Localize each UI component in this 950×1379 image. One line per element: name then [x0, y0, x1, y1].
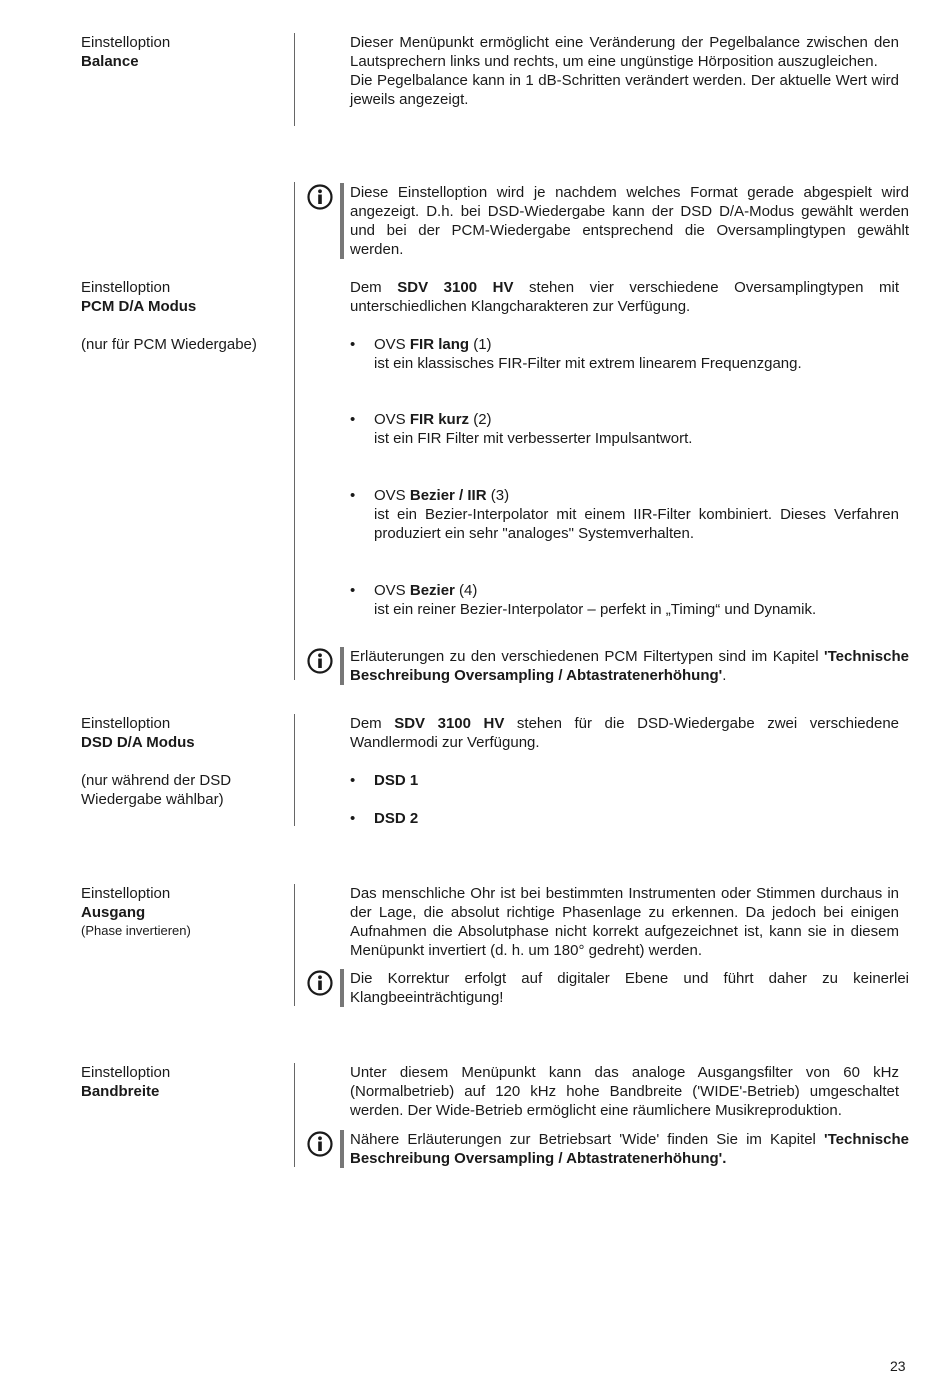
pcm-intro-c: stehen vier verschiedene Oversamplingtypen mit unterschiedlichen Klangcharakteren zur Verfügung.	[350, 279, 899, 315]
filter-prefix: OVS	[374, 487, 410, 504]
bullet-symbol: •	[350, 411, 356, 428]
filter-name: Bezier / IIR	[409, 487, 487, 504]
section-divider	[294, 33, 295, 126]
pcm-label	[81, 278, 281, 354]
dsd-mode: DSD 2	[374, 810, 419, 827]
ausgang-text: Das menschliche Ohr ist bei bestimmten Instrumenten oder Stimmen durchaus in der Lage, die absolut richtige Phasenlage zu erkennen. Da jedoch bei einigen Aufnahmen die Absolutphase nicht korrekt aufgezeichnet ist, kann sie in diesem Menüpunkt invertiert (d. h. um 180° gedreht) werden.	[350, 885, 899, 959]
bandbreite-label-title: Einstelloption	[81, 1064, 171, 1081]
dsd-intro-a: Dem	[350, 715, 395, 732]
page-number: 23	[890, 1358, 906, 1374]
ausgang-note: Die Korrektur erfolgt auf digitaler Ebene und führt daher zu keinerlei Klangbeeinträchtigung!	[340, 969, 909, 1007]
balance-text	[350, 33, 899, 109]
list-item	[350, 486, 899, 543]
section-divider	[294, 884, 295, 1006]
filter-prefix: OVS	[374, 336, 410, 353]
balance-paragraph-1: Dieser Menüpunkt ermöglicht eine Veränderung der Pegelbalance zwischen den Lautsprechern links und rechts, um eine ungünstige Hörposition auszugleichen.	[350, 34, 899, 70]
filter-number: (3)	[486, 487, 510, 504]
section-divider	[294, 714, 295, 826]
list-item	[350, 581, 899, 619]
filter-description: ist ein reiner Bezier-Interpolator – perfekt in „Timing“ und Dynamik.	[374, 601, 817, 618]
bandbreite-note	[340, 1130, 909, 1168]
list-item	[350, 335, 899, 373]
bullet-symbol: •	[350, 810, 356, 827]
bullet-symbol: •	[350, 336, 356, 353]
dsd-label-title: Einstelloption	[81, 715, 171, 732]
filter-description: ist ein FIR Filter mit verbesserter Impulsantwort.	[374, 430, 693, 447]
pcm-intro	[350, 278, 899, 316]
info-icon	[307, 1131, 333, 1157]
filter-name: FIR kurz	[409, 411, 470, 428]
list-item	[350, 410, 899, 448]
dsd-intro-c: stehen für die DSD-Wiedergabe zwei verschiedene Wandlermodi zur Verfügung.	[350, 715, 899, 751]
filter-name: Bezier	[409, 582, 455, 599]
filter-description: ist ein Bezier-Interpolator mit einem IIR-Filter kombiniert. Dieses Verfahren produziert ein sehr "analoges" Systemverhalten.	[374, 506, 899, 542]
filter-number: (2)	[469, 411, 492, 428]
bullet-symbol: •	[350, 772, 356, 789]
balance-label-name: Balance	[81, 53, 139, 70]
ausgang-label-title: Einstelloption	[81, 885, 171, 902]
bandbreite-note-chapter: 'Technische Beschreibung Oversampling / Abtastratenerhöhung'.	[350, 1131, 909, 1167]
dsd-label-name: DSD D/A Modus	[81, 734, 195, 751]
bandbreite-label	[81, 1063, 281, 1101]
balance-label-title: Einstelloption	[81, 34, 171, 51]
dsd-label	[81, 714, 271, 809]
list-item	[350, 771, 899, 790]
balance-label	[81, 33, 281, 71]
info-icon	[307, 648, 333, 674]
info-icon	[307, 184, 333, 210]
pcm-intro-a: Dem	[350, 279, 398, 296]
dsd-mode: DSD 1	[374, 772, 419, 789]
pcm-note-c: .	[722, 667, 727, 684]
section-divider	[294, 1063, 295, 1167]
filter-name: FIR lang	[409, 336, 470, 353]
filter-number: (1)	[469, 336, 492, 353]
pcm-note	[340, 647, 909, 685]
info-icon	[307, 970, 333, 996]
bandbreite-label-name: Bandbreite	[81, 1083, 160, 1100]
filter-prefix: OVS	[374, 582, 410, 599]
filter-description: ist ein klassisches FIR-Filter mit extrem linearem Frequenzgang.	[374, 355, 802, 372]
format-note: Diese Einstelloption wird je nachdem welches Format gerade abgespielt wird angezeigt. D.h. bei DSD-Wiedergabe kann der DSD D/A-Modus gewählt werden und bei der PCM-Wiedergabe entsprechend die Oversamplingtypen gewählt werden.	[340, 183, 909, 259]
section-divider	[294, 182, 295, 680]
bandbreite-text: Unter diesem Menüpunkt kann das analoge Ausgangsfilter von 60 kHz (Normalbetrieb) auf 120 kHz hohe Bandbreite ('WIDE'-Betrieb) umgeschaltet werden. Der Wide-Betrieb ermöglicht eine räumlichere Musikreproduktion.	[350, 1064, 899, 1119]
ausgang-label	[81, 884, 281, 939]
bandbreite-note-a: Nähere Erläuterungen zur Betriebsart 'Wide' finden Sie im Kapitel	[350, 1131, 825, 1148]
pcm-note-a: Erläuterungen zu den verschiedenen PCM Filtertypen sind im Kapitel	[350, 648, 825, 665]
dsd-intro-product: SDV 3100 HV	[394, 715, 505, 732]
ausgang-label-note: (Phase invertieren)	[81, 923, 191, 938]
pcm-note-chapter: 'Technische Beschreibung Oversampling / Abtastratenerhöhung'	[350, 648, 909, 684]
dsd-intro	[350, 714, 899, 752]
pcm-label-note: (nur für PCM Wiedergabe)	[81, 336, 257, 353]
dsd-label-note: (nur während der DSD Wiedergabe wählbar)	[81, 772, 232, 808]
filter-prefix: OVS	[374, 411, 410, 428]
ausgang-label-name: Ausgang	[81, 904, 146, 921]
balance-paragraph-2: Die Pegelbalance kann in 1 dB-Schritten verändert werden. Der aktuelle Wert wird jeweils angezeigt.	[350, 72, 899, 108]
list-item	[350, 809, 899, 828]
pcm-label-title: Einstelloption	[81, 279, 171, 296]
bullet-symbol: •	[350, 582, 356, 599]
pcm-label-name: PCM D/A Modus	[81, 298, 197, 315]
bullet-symbol: •	[350, 487, 356, 504]
filter-number: (4)	[454, 582, 478, 599]
pcm-intro-product: SDV 3100 HV	[397, 279, 514, 296]
